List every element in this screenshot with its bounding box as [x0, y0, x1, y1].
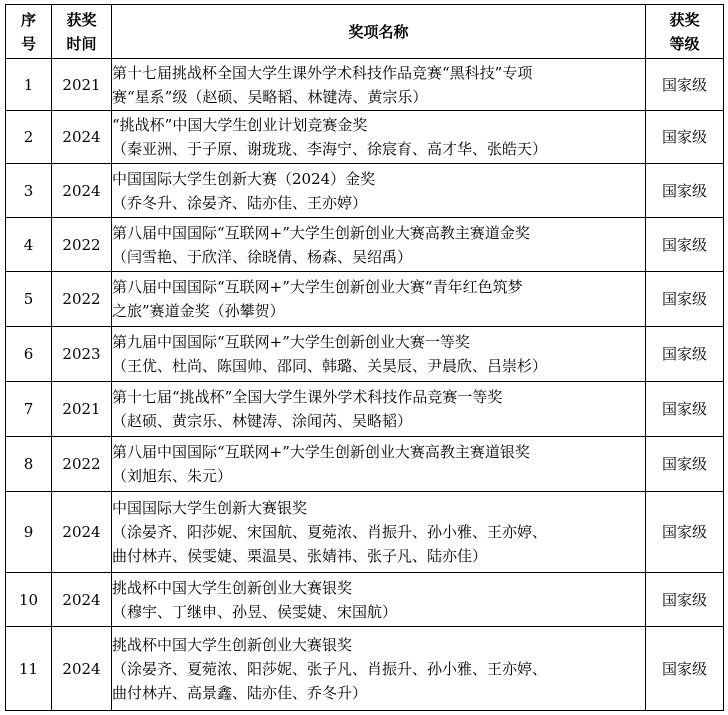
award-title-line: 挑战杯中国大学生创新创业大赛银奖: [112, 635, 353, 654]
award-title-line: 中国国际大学生创新大赛银奖: [112, 499, 308, 517]
award-title-line: （涂晏齐、阳莎妮、宋国航、夏菀浓、肖振升、孙小雅、王亦婷、: [112, 523, 548, 541]
table-header-row: [6, 5, 724, 59]
award-title-line: 赛“星系”级（赵硕、吴略韬、林键涛、黄宗乐）: [112, 87, 428, 106]
row-award-title: [112, 437, 646, 492]
award-title-line: （穆宇、丁继申、孙昱、侯雯婕、宋国航）: [112, 602, 398, 621]
row-index: 11: [6, 627, 52, 711]
header-year: [52, 5, 112, 59]
row-award-title: [112, 218, 646, 272]
header-level-line-1: 获奖: [669, 10, 700, 29]
row-index: 7: [6, 382, 52, 437]
row-award-title: [112, 492, 646, 573]
award-title-line: 第十七届挑战杯全国大学生课外学术科技作品竞赛“黑科技”专项: [112, 63, 533, 82]
header-title: 奖项名称: [112, 5, 646, 59]
row-year: 2024: [52, 573, 112, 627]
award-title-line: 曲付林卉、高景鑫、陆亦佳、乔冬升）: [112, 683, 368, 702]
row-award-title: [112, 164, 646, 218]
award-title-line: 曲付林卉、侯雯婕、栗温昊、张婧祎、张子凡、陆亦佳）: [112, 547, 488, 565]
award-title-line: （闫雪艳、于欣洋、徐晓倩、杨森、吴绍禹）: [112, 247, 413, 266]
table-row: [6, 111, 724, 164]
table-row: [6, 382, 724, 437]
row-index: 2: [6, 111, 52, 164]
header-index: [6, 5, 52, 59]
table-row: [6, 218, 724, 272]
row-index: 8: [6, 437, 52, 492]
row-index: 9: [6, 492, 52, 573]
row-index: 1: [6, 59, 52, 111]
award-title-line: 之旅”赛道金奖（孙攀贺）: [112, 302, 285, 320]
row-year: 2024: [52, 627, 112, 711]
row-year: 2022: [52, 437, 112, 492]
row-level: 国家级: [646, 437, 724, 492]
award-title-line: 挑战杯中国大学生创新创业大赛银奖: [112, 578, 353, 597]
header-index-line-1: 序: [20, 10, 36, 29]
row-level: 国家级: [646, 382, 724, 437]
row-index: 6: [6, 327, 52, 382]
award-title-line: （刘旭东、朱元）: [112, 467, 233, 485]
row-award-title: [112, 272, 646, 327]
row-award-title: [112, 382, 646, 437]
row-year: 2021: [52, 59, 112, 111]
award-title-line: （王优、杜尚、陈国帅、邵同、韩璐、关昊辰、尹晨欣、吕崇杉）: [112, 357, 548, 375]
award-title-line: （涂晏齐、夏菀浓、阳莎妮、张子凡、肖振升、孙小雅、王亦婷、: [112, 659, 548, 678]
row-level: 国家级: [646, 492, 724, 573]
row-award-title: [112, 627, 646, 711]
row-level: 国家级: [646, 59, 724, 111]
row-level: 国家级: [646, 111, 724, 164]
table-row: [6, 437, 724, 492]
row-award-title: [112, 573, 646, 627]
row-award-title: [112, 327, 646, 382]
table-row: [6, 272, 724, 327]
header-level-line-2: 等级: [669, 34, 700, 53]
award-title-line: 第九届中国国际“互联网+”大学生创新创业大赛一等奖: [112, 333, 470, 351]
award-title-line: 第八届中国国际“互联网+”大学生创新创业大赛高教主赛道金奖: [112, 223, 530, 242]
header-level: [646, 5, 724, 59]
row-index: 3: [6, 164, 52, 218]
row-level: 国家级: [646, 164, 724, 218]
row-index: 10: [6, 573, 52, 627]
header-year-line-2: 时间: [66, 34, 97, 53]
row-year: 2024: [52, 164, 112, 218]
row-award-title: [112, 111, 646, 164]
award-title-line: 第八届中国国际“互联网+”大学生创新创业大赛高教主赛道银奖: [112, 443, 530, 461]
award-title-line: 中国国际大学生创新大赛（2024）金奖: [112, 169, 376, 188]
row-year: 2022: [52, 218, 112, 272]
table-row: [6, 164, 724, 218]
row-year: 2022: [52, 272, 112, 327]
header-year-line-1: 获奖: [66, 10, 97, 29]
table-row: [6, 573, 724, 627]
row-year: 2024: [52, 111, 112, 164]
row-index: 5: [6, 272, 52, 327]
award-title-line: 第十七届“挑战杯”全国大学生课外学术科技作品竞赛一等奖: [112, 388, 503, 406]
row-year: 2024: [52, 492, 112, 573]
row-index: 4: [6, 218, 52, 272]
header-index-line-2: 号: [20, 34, 36, 53]
award-title-line: “挑战杯”中国大学生创业计划竞赛金奖: [112, 116, 368, 134]
row-level: 国家级: [646, 573, 724, 627]
row-level: 国家级: [646, 327, 724, 382]
row-level: 国家级: [646, 272, 724, 327]
award-title-line: （秦亚洲、于子原、谢珑珑、李海宁、徐宸育、高才华、张皓天）: [112, 140, 548, 158]
table-row: [6, 627, 724, 711]
table-row: [6, 492, 724, 573]
table-row: [6, 327, 724, 382]
row-level: 国家级: [646, 627, 724, 711]
award-title-line: 第八届中国国际“互联网+”大学生创新创业大赛“青年红色筑梦: [112, 278, 523, 296]
row-year: 2023: [52, 327, 112, 382]
award-title-line: （乔冬升、涂晏齐、陆亦佳、王亦婷）: [112, 193, 368, 212]
awards-table: [5, 4, 724, 711]
row-year: 2021: [52, 382, 112, 437]
row-level: 国家级: [646, 218, 724, 272]
award-title-line: （赵硕、黄宗乐、林键涛、涂闻芮、吴略韬）: [112, 412, 413, 430]
row-award-title: [112, 59, 646, 111]
table-row: [6, 59, 724, 111]
